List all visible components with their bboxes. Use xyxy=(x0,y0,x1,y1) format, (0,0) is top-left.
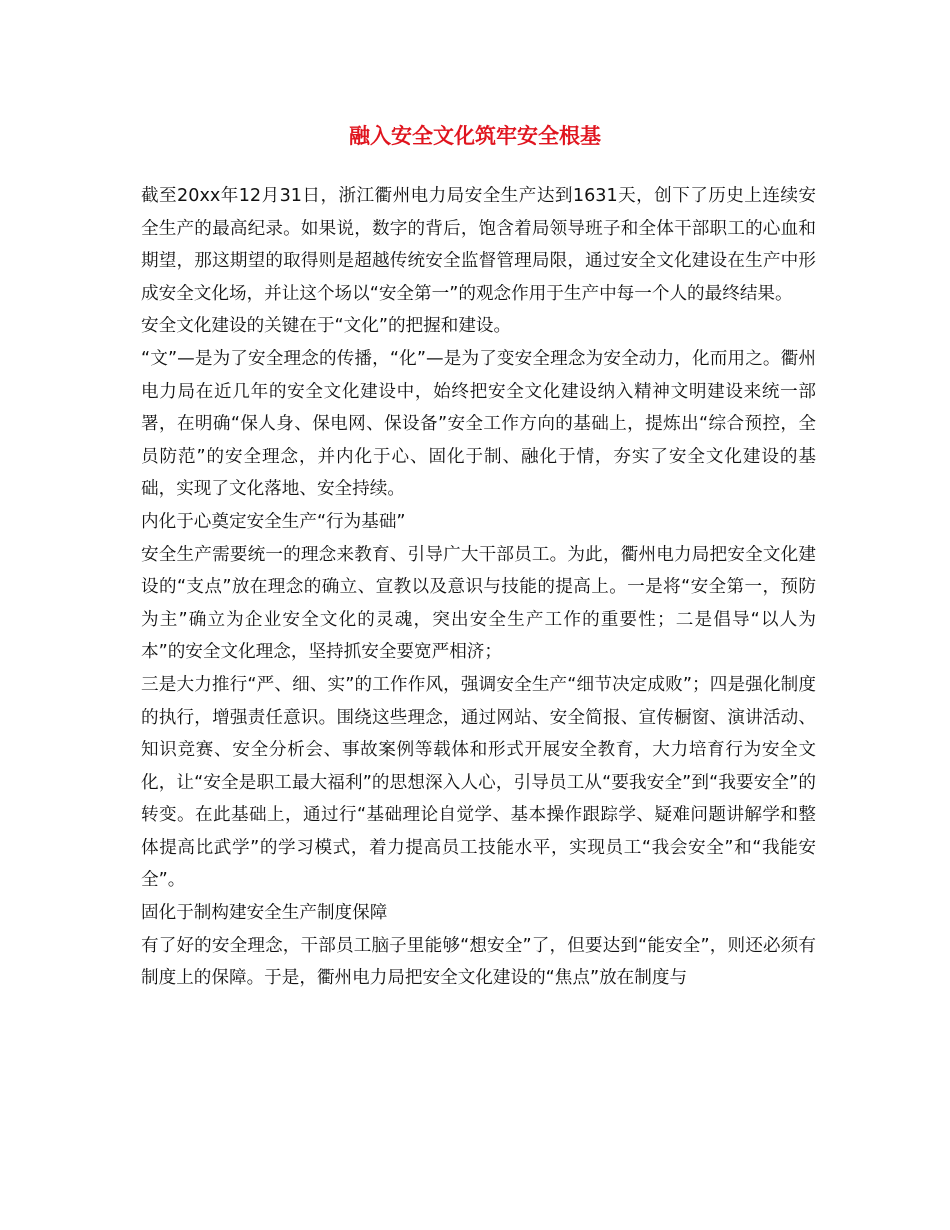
paragraph: 截至20xx年12月31日，浙江衢州电力局安全生产达到1631天，创下了历史上连续安全生产的最高纪录。如果说，数字的背后，饱含着局领导班子和全体干部职工的心血和期望，那这期望的取得则是超越传统安全监督管理局限，通过安全文化建设在生产中形成安全文化场，并让这个场以“安全第一”的观念作用于生产中每一个人的最终结果。 xyxy=(141,186,816,304)
paragraph: “文”—是为了安全理念的传播，“化”—是为了变安全理念为安全动力，化而用之。衢州电力局在近几年的安全文化建设中，始终把安全文化建设纳入精神文明建设来统一部署，在明确“保人身、保电网、保设备”安全工作方向的基础上，提炼出“综合预控，全员防范”的安全理念，并内化于心、固化于制、融化于情，夯实了安全文化建设的基础，实现了文化落地、安全持续。 xyxy=(141,348,816,500)
document-body xyxy=(141,180,816,995)
document-title: 融入安全文化筑牢安全根基 xyxy=(349,124,601,148)
section-heading: 内化于心奠定安全生产“行为基础” xyxy=(141,511,406,532)
paragraph: 三是大力推行“严、细、实”的工作作风，强调安全生产“细节决定成败”；四是强化制度的执行，增强责任意识。围绕这些理念，通过网站、安全简报、宣传橱窗、演讲活动、知识竞赛、安全分析会、事故案例等载体和形式开展安全教育，大力培育行为安全文化，让“安全是职工最大福利”的思想深入人心，引导员工从“要我安全”到“我要安全”的转变。在此基础上，通过行“基础理论自觉学、基本操作跟踪学、疑难问题讲解学和整体提高比武学”的学习模式，着力提高员工技能水平，实现员工“我会安全”和“我能安全”。 xyxy=(141,674,816,891)
section-heading: 固化于制构建安全生产制度保障 xyxy=(141,903,388,924)
paragraph: 安全文化建设的关键在于“文化”的把握和建设。 xyxy=(141,316,512,337)
paragraph: 有了好的安全理念，干部员工脑子里能够“想安全”了，但要达到“能安全”，则还必须有制度上的保障。于是，衢州电力局把安全文化建设的“焦点”放在制度与 xyxy=(141,935,816,989)
paragraph: 安全生产需要统一的理念来教育、引导广大干部员工。为此，衢州电力局把安全文化建设的“支点”放在理念的确立、宣教以及意识与技能的提高上。一是将“安全第一，预防为主”确立为企业安全文化的灵魂，突出安全生产工作的重要性；二是倡导“以人为本”的安全文化理念，坚持抓安全要宽严相济； xyxy=(141,544,816,663)
